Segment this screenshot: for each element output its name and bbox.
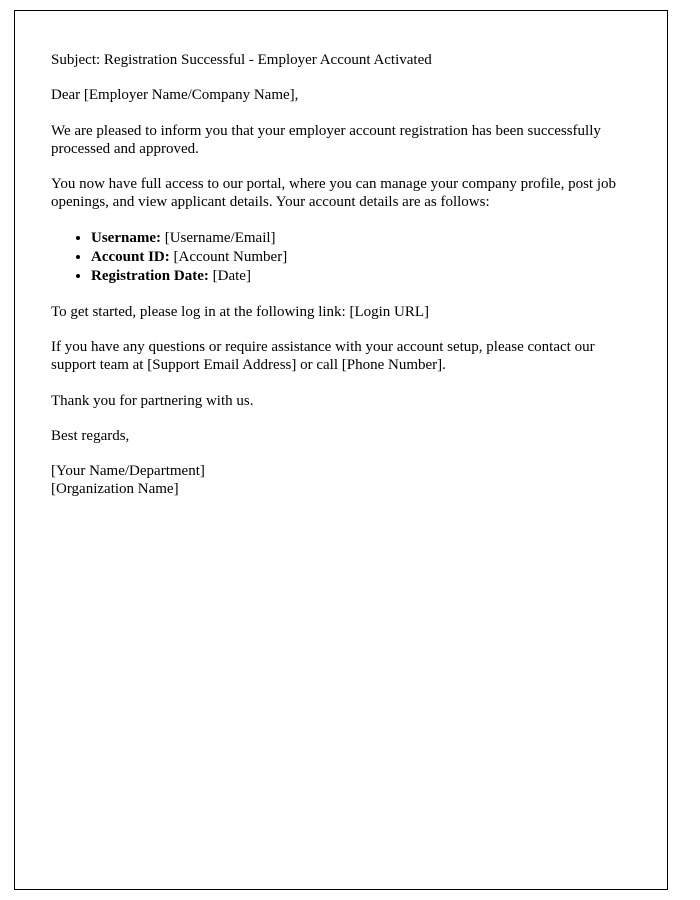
letter-body xyxy=(15,11,667,499)
account-details-list xyxy=(51,229,631,286)
paragraph-access: You now have full access to our portal, where you can manage your company profile, post job openings, and view applicant details. Your account details are as follows: xyxy=(51,176,616,211)
signature-name: [Your Name/Department] xyxy=(51,463,205,480)
username-value: [Username/Email] xyxy=(160,229,276,246)
list-item-account-id xyxy=(91,248,631,266)
signature-block xyxy=(51,462,631,499)
email-template-page xyxy=(14,10,668,890)
registration-date-value: [Date] xyxy=(208,268,251,285)
paragraph-intro: We are pleased to inform you that your employer account registration has been successfully processed and approved. xyxy=(51,122,601,157)
account-id-value: [Account Number] xyxy=(169,249,288,266)
paragraph-support: If you have any questions or require assistance with your account setup, please contact our support team at [Support Email Address] or call [Phone Number]. xyxy=(51,338,595,374)
subject-line: Subject: Registration Successful - Employer Account Activated xyxy=(51,52,432,68)
closing: Best regards, xyxy=(51,427,130,444)
list-item-registration-date xyxy=(91,267,631,285)
paragraph-login: To get started, please log in at the following link: [Login URL] xyxy=(51,303,430,320)
list-item-username xyxy=(91,229,631,247)
signature-organization: [Organization Name] xyxy=(51,481,179,498)
account-id-label: Account ID: xyxy=(91,249,170,266)
greeting: Dear [Employer Name/Company Name], xyxy=(51,87,299,104)
paragraph-thanks: Thank you for partnering with us. xyxy=(51,392,254,409)
registration-date-label: Registration Date: xyxy=(91,268,209,285)
username-label: Username: xyxy=(91,229,161,246)
